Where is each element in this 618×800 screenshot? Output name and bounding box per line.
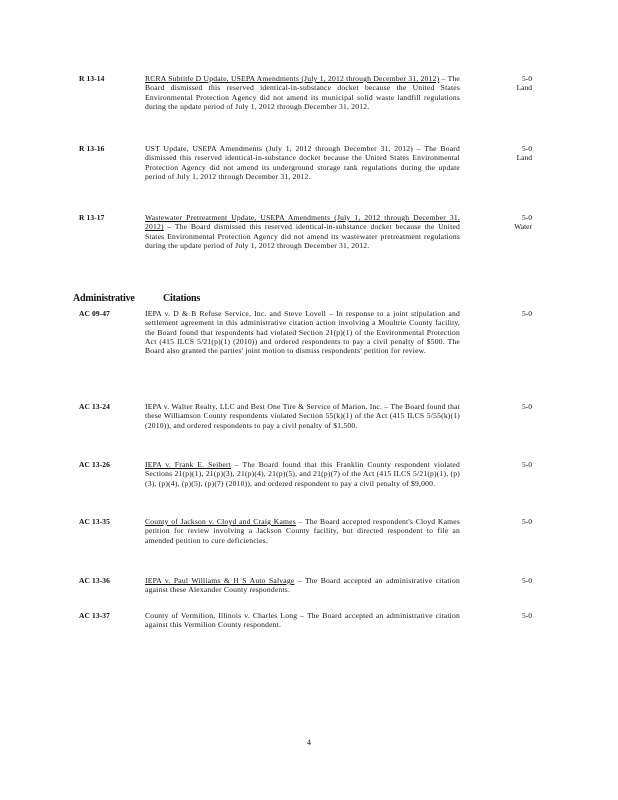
entry-body <box>145 460 460 488</box>
category-label: Land <box>516 83 532 93</box>
vote-column <box>522 402 532 411</box>
docket-number: AC 13-37 <box>79 611 111 620</box>
vote-count: 5-0 <box>522 309 532 318</box>
case-summary: IEPA v. Walter Realty, LLC and Best One Tire & Service of Marion, Inc. – The Board found that these Williamson County respondents violated Section 55(k)(1) of the Act (415 ILCS 5/55(k)(1) (2010)), and ordered respondents to pay a civil penalty of $1,500. <box>145 402 460 430</box>
vote-column <box>517 144 532 163</box>
entry-body <box>145 576 460 595</box>
case-summary: IEPA v. D & B Refuse Service, Inc. and Steve Lovell – In response to a joint stipulation and settlement agreement in this administrative citation action involving a Moultrie County facility, the Board found that respondents had violated Section 21(p)(1) of the Environmental Protection Act (415 ILCS 5/21(p)(1) (2010)) and ordered respondents to pay a civil penalty of $500. The Board also granted the parties' joint motion to dismiss respondents' petition for review. <box>145 309 460 356</box>
vote-count: 5-0 <box>522 74 532 83</box>
category-label: Land <box>516 153 532 163</box>
docket-number: R 13-16 <box>79 144 105 153</box>
docket-number: AC 13-35 <box>79 517 111 526</box>
case-summary: County of Vermilion, Illinois v. Charles Long – The Board accepted an administrative citation against this Vermilion County respondent. <box>145 611 460 630</box>
case-summary: – The Board accepted an administrative citation against these Alexander County respondents. <box>145 576 460 595</box>
vote-count: 5-0 <box>522 402 532 411</box>
section-heading: Administrative <box>73 293 135 304</box>
entry-body <box>145 213 460 250</box>
case-summary: – The Board dismissed this reserved identical-in-substance docket because the United States Environmental Protection Agency did not amend its wastewater pretreatment regulations during the update period of July 1, 2012 through December 31, 2012. <box>145 222 460 250</box>
vote-column <box>514 213 532 232</box>
page-number: 4 <box>307 738 311 747</box>
case-title: UST Update, USEPA Amendments (July 1, 2012 through December 31, 2012) <box>145 144 414 153</box>
vote-column <box>522 576 532 585</box>
docket-number: R 13-17 <box>79 213 105 222</box>
vote-count: 5-0 <box>522 611 532 620</box>
vote-column <box>517 74 532 93</box>
vote-column <box>522 611 532 620</box>
vote-count: 5-0 <box>522 517 532 526</box>
docket-number: AC 13-26 <box>79 460 111 469</box>
docket-number: AC 13-24 <box>79 402 111 411</box>
case-title: IEPA v. Frank E. Seibert <box>145 460 231 469</box>
vote-column <box>522 517 532 526</box>
vote-count: 5-0 <box>522 144 532 153</box>
entry-body <box>145 402 460 430</box>
entry-body <box>145 144 460 181</box>
vote-column <box>522 309 532 318</box>
entry-body <box>145 74 460 111</box>
case-title: IEPA v. Paul Williams & H S Auto Salvage <box>145 576 295 585</box>
case-title: RCRA Subtitle D Update, USEPA Amendments (July 1, 2012 through December 31, 2012) <box>145 74 440 83</box>
section-subheading: Citations <box>163 293 201 304</box>
case-summary: – The Board dismissed this reserved identical-in-substance docket because the United States Environmental Protection Agency did not amend its municipal solid waste landfill regulations during the update period of July 1, 2012 through December 31, 2012. <box>145 74 460 111</box>
vote-count: 5-0 <box>522 213 532 222</box>
entry-body <box>145 611 460 630</box>
vote-count: 5-0 <box>522 576 532 585</box>
case-summary: – The Board found that this Franklin County respondent violated Sections 21(p)(1), 21(p)(3), 21(p)(4), 21(p)(5), and 21(p)(7) of the Act (415 ILCS 5/21(p)(1), (p)(3), (p)(4), (p)(5), (p)(7) (2010)), and ordered respondent to pay a civil penalty of $9,000. <box>145 460 460 488</box>
entry-body <box>145 517 460 545</box>
docket-number: AC 09-47 <box>79 309 111 318</box>
vote-column <box>522 460 532 469</box>
vote-count: 5-0 <box>522 460 532 469</box>
case-title: County of Jackson v. Cloyd and Craig Kames <box>145 517 296 526</box>
category-label: Water <box>514 222 532 232</box>
case-summary: – The Board accepted respondent's Cloyd Kames petition for review involving a Jackson County facility, but directed respondent to file an amended petition to cure deficiencies. <box>145 517 461 545</box>
entry-body <box>145 309 460 355</box>
docket-number: R 13-14 <box>79 74 105 83</box>
docket-number: AC 13-36 <box>79 576 111 585</box>
case-title: Wastewater Pretreatment Update, USEPA Amendments (July 1, 2012 through December 31, 2012) <box>145 213 460 232</box>
case-summary: – The Board dismissed this reserved identical-in-substance docket because the United States Environmental Protection Agency did not amend its underground storage tank regulations during the update period of July 1, 2012 through December 31, 2012. <box>145 144 460 181</box>
